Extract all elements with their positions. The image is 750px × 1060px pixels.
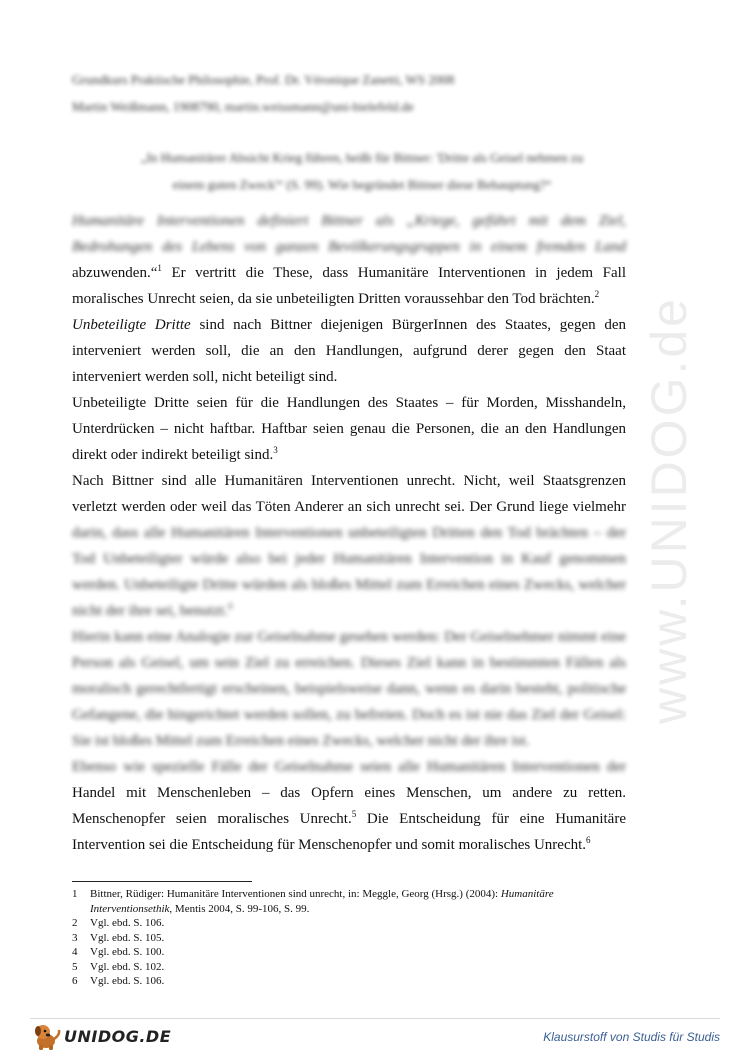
document-header xyxy=(72,66,632,120)
blurred-text: darin, dass alle Humanitären Interventionen unbeteiligten Dritten den Tod brächten – der Tod Unbeteiligter würde also bei jeder Humanitären Intervention in Kauf genommen werden. Unbeteiligte Dritte würden als bloßes Mittel zum Erreichen eines Zwecks, welcher nicht der ihre sei, benutzt.$^4$ xyxy=(72,525,626,619)
term-unbeteiligte-dritte: Unbeteiligte Dritte xyxy=(72,317,191,333)
footnote: 1 Bittner, Rüdiger: Humanitäre Interventionen sind unrecht, in: Meggle, Georg (Hrsg.) (2004): Humanitäre Interventionsethik, Mentis 2004, S. 99-106, S. 99. xyxy=(72,888,554,915)
footnote-divider xyxy=(72,881,252,882)
paragraph-1: Humanitäre Interventionen definiert Bittner als „Kriege, geführt mit dem Ziel, Bedrohungen des Lebens von ganzen Bevölkerungsgruppen in einem fremden Land abzuwenden.“$^1$ Er vertritt die These, dass Humanitäre Interventionen in jedem Fall moralisches Unrecht seien, da sie unbeteiligten Dritten voraussehbar den Tod brächten.$^2$ xyxy=(72,213,626,307)
footnote: 5 Vgl. ebd. S. 102. xyxy=(72,960,165,973)
footnote-ref-3: 3 xyxy=(273,445,278,455)
footnotes xyxy=(72,887,632,989)
header-author: Martin Weißmann, 1908790, martin.weissmann@uni-bielefeld.de xyxy=(72,99,414,114)
footnote: 2 Vgl. ebd. S. 106. xyxy=(72,917,165,929)
question-line-1: „In Humanitärer Absicht Krieg führen, heißt für Bittner: 'Dritte als Geisel nehmen zu xyxy=(140,150,584,165)
essay-body xyxy=(72,208,626,858)
blurred-text: Ebenso wie spezielle Fälle der Geiselnahme seien alle Humanitären Interventionen der xyxy=(72,759,626,775)
logo-text: UNIDOG.DE xyxy=(64,1026,172,1046)
footnote-ref-2: 2 xyxy=(594,289,600,299)
dog-icon xyxy=(30,1021,62,1051)
footer-tagline: Klausurstoff von Studis für Studis xyxy=(543,1030,720,1044)
paragraph-4: Nach Bittner sind alle Humanitären Interventionen unrecht. Nicht, weil Staatsgrenzen verletzt werden oder weil das Töten Anderer an sich unrecht sei. Der Grund liege vielmehr darin, dass alle Humanitären Interventionen unbeteiligten Dritten den Tod brächten – der Tod Unbeteiligter würde also bei jeder Humanitären Intervention in Kauf genommen werden. Unbeteiligte Dritte würden als bloßes Mittel zum Erreichen eines Zwecks, welcher nicht der ihre sei, benutzt.$^4$ xyxy=(72,473,626,619)
footnote-ref-5: 5 xyxy=(351,809,357,819)
header-course: Grundkurs Praktische Philosophie, Prof. Dr. Véronique Zanetti, WS 2008 xyxy=(72,72,455,87)
paragraph-2: Unbeteiligte Dritte sind nach Bittner diejenigen BürgerInnen des Staates, gegen den interveniert werden soll, die an den Handlungen, aufgrund derer gegen den Staat interveniert werden soll, nicht beteiligt sind. xyxy=(72,317,626,385)
footnote-ref-1: 1 xyxy=(157,263,162,273)
paragraph-5: Hierin kann eine Analogie zur Geiselnahme gesehen werden: Der Geiselnehmer nimmt eine Person als Geisel, um sein Ziel zu erreichen. Dieses Ziel kann in bestimmten Fällen als moralisch gerechtfertigt erscheinen, beispielsweise dann, wenn es darin besteht, politische Gefangene, die hingerichtet werden sollen, zu befreien. Doch es ist nie das Ziel der Geisel: Sie ist bloßes Mittel zum Erreichen eines Zwecks, welcher nicht der ihre ist. xyxy=(72,629,626,749)
watermark: www.UNIDOG.de xyxy=(641,296,697,724)
footnote: 6 Vgl. ebd. S. 106. xyxy=(72,975,165,987)
paragraph-3: Unbeteiligte Dritte seien für die Handlungen des Staates – für Morden, Misshandeln, Unterdrücken – nicht haftbar. Haftbar seien genau die Personen, die an den Handlungen direkt oder indirekt beteiligt sind.$^3$ xyxy=(72,395,626,463)
footnote: 4 Vgl. ebd. S. 100. xyxy=(72,946,165,958)
essay-question xyxy=(92,144,632,198)
footnote-ref-6: 6 xyxy=(586,835,591,845)
blurred-text: Humanitäre Interventionen definiert Bittner als „Kriege, geführt mit dem Ziel, Bedrohungen des Lebens von ganzen Bevölkerungsgruppen in einem fremden Land xyxy=(72,213,626,255)
paragraph-6: Ebenso wie spezielle Fälle der Geiselnahme seien alle Humanitären Interventionen der Handel mit Menschenleben – das Opfern eines Menschen, um andere zu retten. Menschenopfer seien moralisches Unrecht.$^5$ Die Entscheidung für eine Humanitäre Intervention sei die Entscheidung für Menschenopfer und somit moralisches Unrecht.$^6$ xyxy=(72,759,626,853)
footnote: 3 Vgl. ebd. S. 105. xyxy=(72,931,165,944)
unidog-logo[interactable] xyxy=(30,1018,171,1054)
question-line-2: einem guten Zweck'“ (S. 99). Wie begründet Bittner diese Behauptung?“ xyxy=(172,177,552,192)
